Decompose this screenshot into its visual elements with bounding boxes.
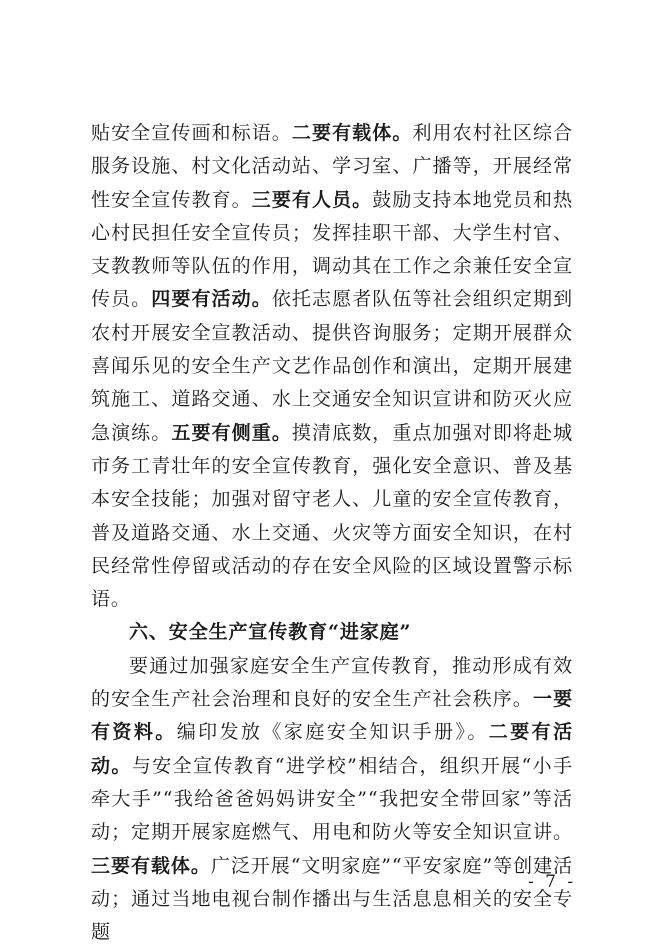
text-span: 依托志愿者队伍等社会组织定期到农村开展安全宣教活动、提供咨询服务；定期开展群众喜闻乐见的安全生产文艺作品创作和演出，定期开展建筑施工、道路交通、水上交通安全知识宣讲和防灭火应急演练。 <box>91 288 573 444</box>
text-span: 广泛开展“文明家庭”“平安家庭”等创建活动；通过当地电视台制作播出与生活息息相关的安全专题 <box>91 854 573 944</box>
text-span: 与安全宣传教育“进学校”相结合，组织开展“小手牵大手”“我给爸爸妈妈讲安全”“我把安全带回家”等活动；定期开展家庭燃气、用电和防火等安全知识宣讲。 <box>91 754 574 844</box>
text-span: 利用农村社区综合服务设施、村文化活动站、学习室、广播等，开展经常性安全宣传教育。 <box>91 122 573 211</box>
bold-phrase: 五要有侧重。 <box>171 421 292 444</box>
bold-phrase: 一要有资料。 <box>91 688 573 744</box>
text-span: 摸清底数，重点加强对即将赴城市务工青壮年的安全宣传教育，强化安全意识、普及基本安全技能；加强对留守老人、儿童的安全宣传教育，普及道路交通、水上交通、火灾等方面安全知识，在村民经常性停留或活动的存在安全风险的区域设置警示标语。 <box>91 421 573 611</box>
paragraph-family-safety <box>91 650 573 949</box>
text-span: 要通过加强家庭安全生产宣传教育，推动形成有效的安全生产社会治理和良好的安全生产社会秩序。 <box>91 654 573 711</box>
text-span: 贴安全宣传画和标语。 <box>91 122 292 144</box>
bold-phrase: 二要有活动。 <box>91 721 573 777</box>
text-span: 编印发放《家庭安全知识手册》。 <box>176 721 489 744</box>
text-span: 鼓励支持本地党员和热心村民担任安全宣传员；发挥挂职干部、大学生村官、支教教师等队伍的作用，调动其在工作之余兼任安全宣传员。 <box>91 188 573 311</box>
paragraph-rural-safety <box>91 117 573 616</box>
section-heading: 六、安全生产宣传教育“进家庭” <box>129 621 412 644</box>
document-body <box>91 117 573 949</box>
bold-phrase: 三要有载体。 <box>91 854 211 877</box>
bold-phrase: 三要有人员。 <box>251 188 373 211</box>
bold-phrase: 二要有载体。 <box>291 122 413 144</box>
bold-phrase: 四要有活动。 <box>151 288 272 311</box>
page-number: - 7 - <box>528 872 577 892</box>
